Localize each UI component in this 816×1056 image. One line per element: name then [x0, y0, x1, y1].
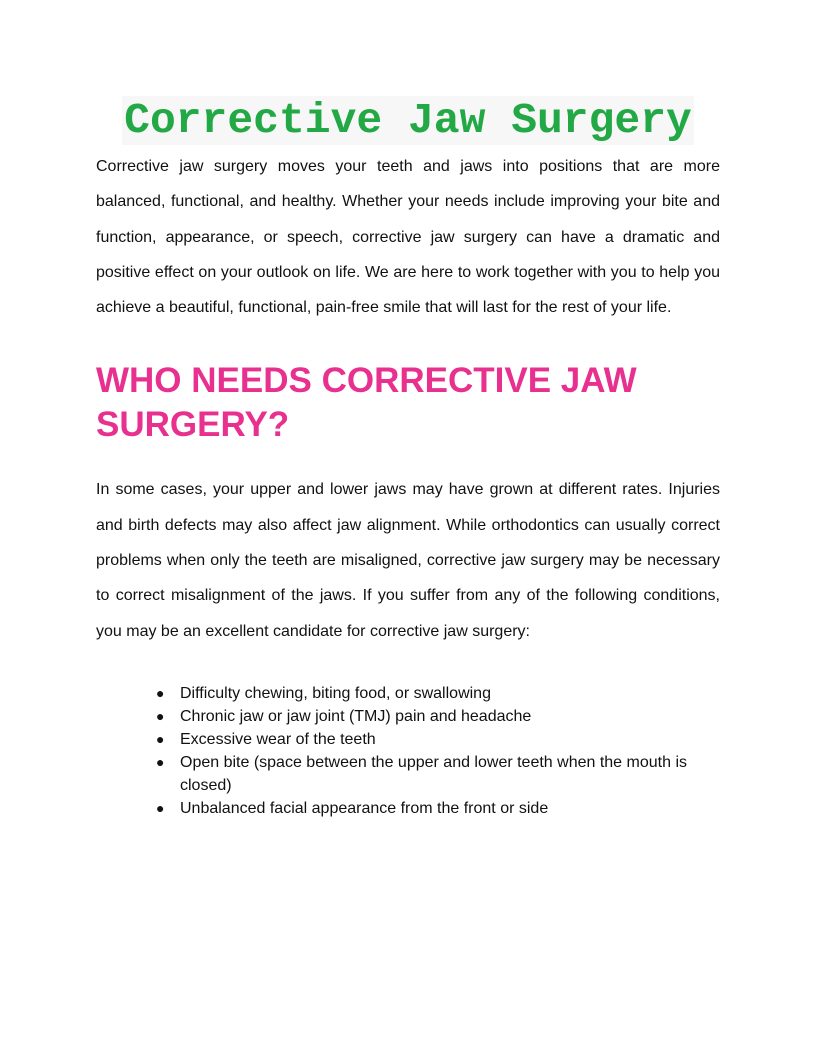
page-title-block: [96, 96, 720, 145]
list-item-text: Difficulty chewing, biting food, or swallowing: [180, 684, 491, 702]
list-item-text: Chronic jaw or jaw joint (TMJ) pain and headache: [180, 707, 532, 725]
bullet-icon: ●: [156, 799, 165, 816]
list-item: [156, 751, 720, 797]
page-title: Corrective Jaw Surgery: [124, 96, 692, 145]
list-item: [156, 682, 720, 705]
intro-paragraph: Corrective jaw surgery moves your teeth and jaws into positions that are more balanced, functional, and healthy. Whether your needs include improving your bite and function, appearance, or speech, corrective jaw surgery can have a dramatic and positive effect on your outlook on life. We are here to work together with you to help you achieve a beautiful, functional, pain-free smile that will last for the rest of your life.: [96, 158, 720, 317]
bullet-icon: ●: [156, 730, 165, 747]
conditions-list: [96, 682, 720, 820]
document-page: [96, 96, 720, 820]
section-heading: WHO NEEDS CORRECTIVE JAW SURGERY?: [96, 361, 637, 445]
list-item-text: Excessive wear of the teeth: [180, 730, 376, 748]
bullet-icon: ●: [156, 753, 165, 770]
bullet-icon: ●: [156, 684, 165, 701]
bullet-icon: ●: [156, 707, 165, 724]
section-paragraph: In some cases, your upper and lower jaws may have grown at different rates. Injuries and birth defects may also affect jaw alignment. While orthodontics can usually correct problems when only the teeth are misaligned, corrective jaw surgery may be necessary to correct misalignment of the jaws. If you suffer from any of the following conditions, you may be an excellent candidate for corrective jaw surgery:: [96, 481, 720, 640]
list-item: [156, 797, 720, 820]
list-item: [156, 728, 720, 751]
list-item-text: Unbalanced facial appearance from the front or side: [180, 799, 549, 817]
list-item: [156, 705, 720, 728]
list-item-text: Open bite (space between the upper and lower teeth when the mouth is closed): [180, 753, 687, 794]
